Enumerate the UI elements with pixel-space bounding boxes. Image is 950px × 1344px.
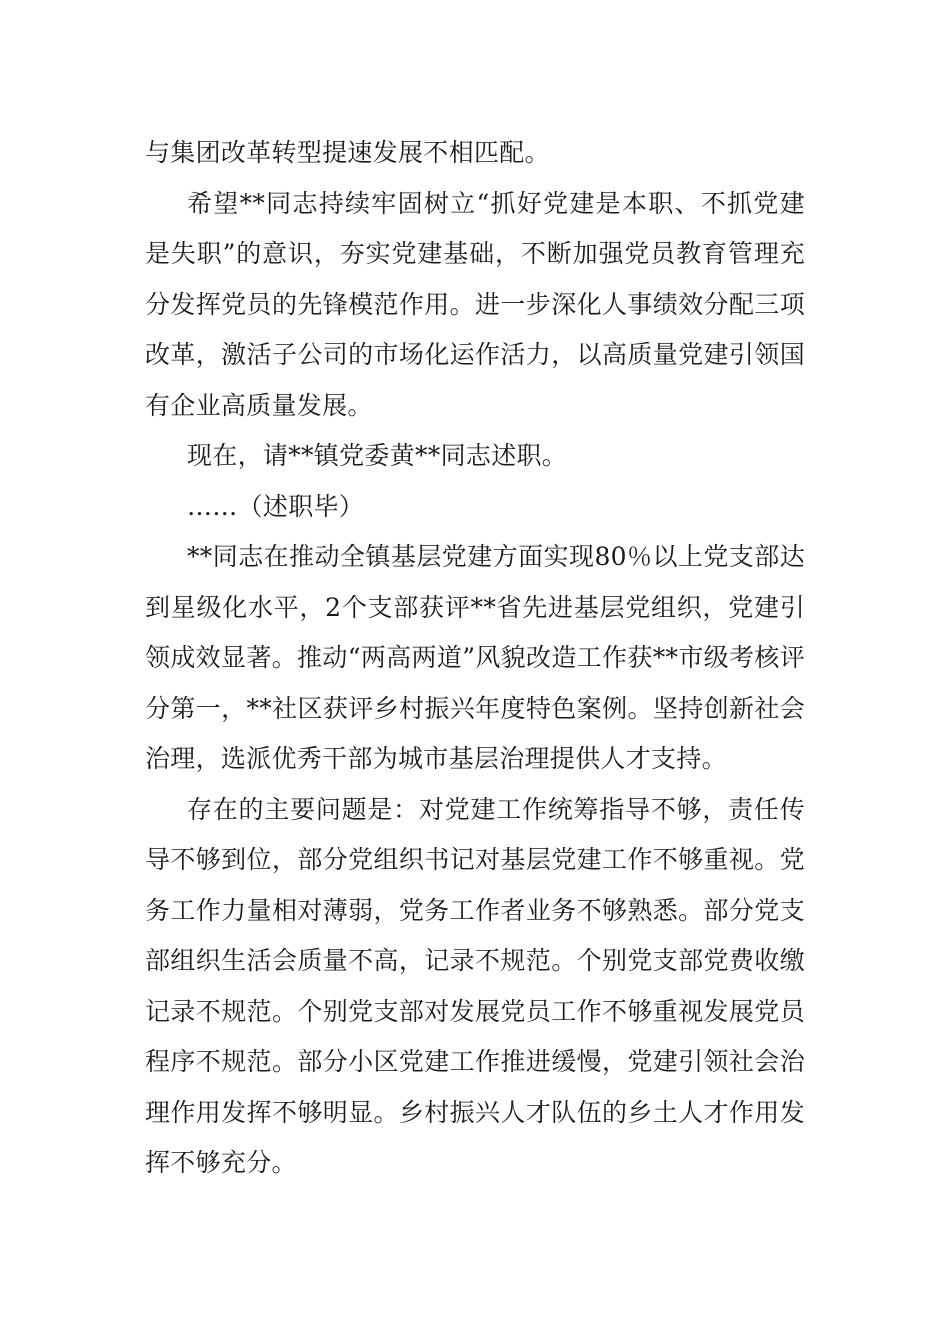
paragraph-report-end: ……（述职毕） <box>187 491 365 521</box>
document-body <box>145 128 805 1189</box>
paragraph-achievements: **同志在推动全镇基层党建方面实现80％以上党支部达到星级化水平，2个支部获评**省先进基层党组织，党建引领成效显著。推动“两高两道”风貌改造工作获**市级考核评分第一，**社区获评乡村振兴年度特色案例。坚持创新社会治理，选派优秀干部为城市基层治理提供人才支持。 <box>145 542 805 773</box>
paragraph-hope: 希望**同志持续牢固树立“抓好党建是本职、不抓党建是失职”的意识，夯实党建基础，不断加强党员教育管理充分发挥党员的先锋模范作用。进一步深化人事绩效分配三项改革，激活子公司的市场化运作活力，以高质量党建引领国有企业高质量发展。 <box>145 188 805 420</box>
paragraph-problems: 存在的主要问题是：对党建工作统筹指导不够，责任传导不够到位，部分党组织书记对基层党建工作不够重视。党务工作力量相对薄弱，党务工作者业务不够熟悉。部分党支部组织生活会质量不高，记录不规范。个别党支部党费收缴记录不规范。个别党支部对发展党员工作不够重视发展党员程序不规范。部分小区党建工作推进缓慢，党建引领社会治理作用发挥不够明显。乡村振兴人才队伍的乡土人才作用发挥不够充分。 <box>145 794 805 1177</box>
paragraph-continuation: 与集团改革转型提速发展不相匹配。 <box>145 138 550 167</box>
paragraph-invite-report: 现在，请**镇党委黄**同志述职。 <box>187 441 568 470</box>
